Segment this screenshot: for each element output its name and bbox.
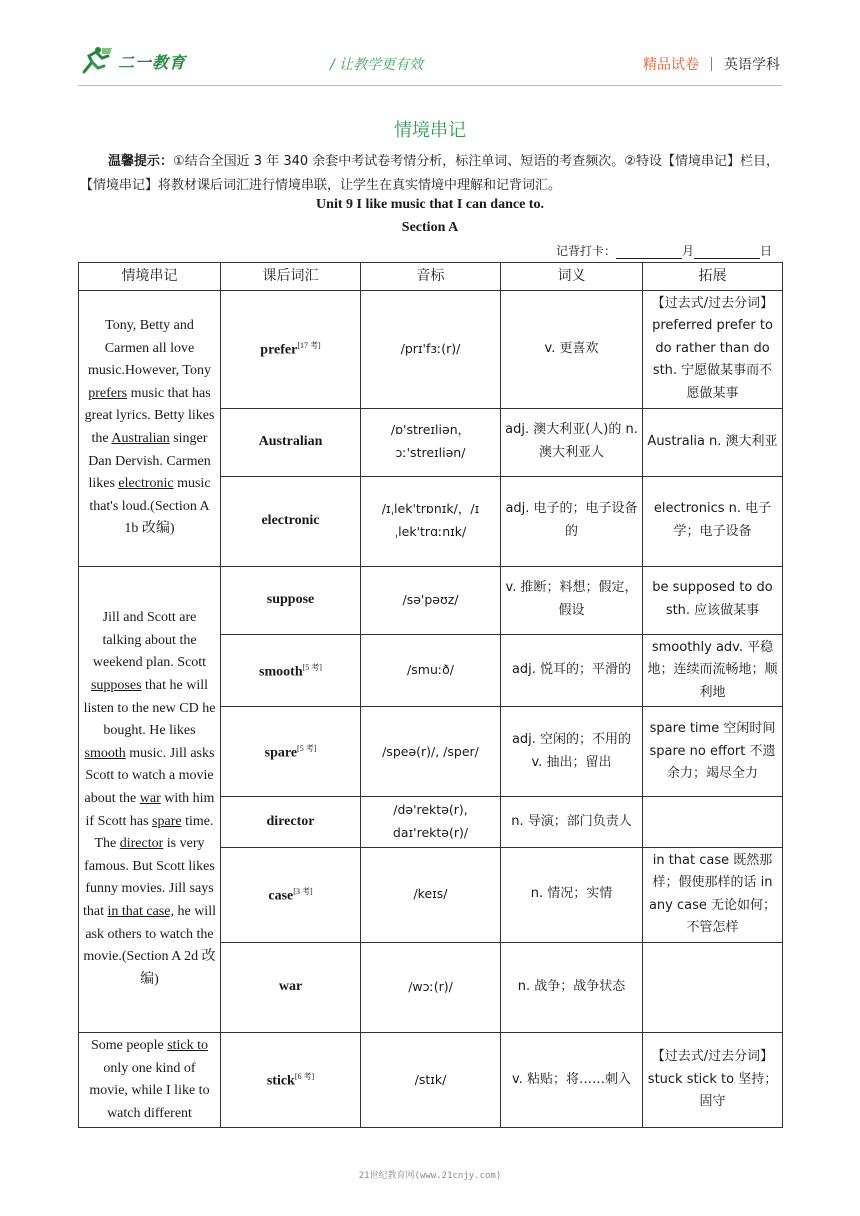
story-text: Jill and Scott are talking about the weekend plan. Scott <box>92 610 207 671</box>
extension-cell: electronics n. 电子学；电子设备 <box>643 476 783 566</box>
runner-logo-icon <box>80 46 114 76</box>
col-header: 拓展 <box>643 263 783 291</box>
frequency-mark: [17 考] <box>297 341 321 351</box>
col-header: 课后词汇 <box>221 263 361 291</box>
vocab-word: war <box>278 979 303 995</box>
vocab-word: prefer <box>260 343 298 359</box>
frequency-mark: [3 考] <box>293 887 313 897</box>
word-cell <box>221 707 361 797</box>
header-right <box>643 54 780 74</box>
story-text: music that has great lyrics. Betty likes the <box>84 385 215 447</box>
meaning-cell: adj. 电子的；电子设备的 <box>501 476 643 566</box>
month-blank[interactable] <box>616 246 682 259</box>
phonetic-cell: /stɪk/ <box>361 1032 501 1127</box>
meaning-cell: v. 推断；料想；假定，假设 <box>501 566 643 634</box>
tip-label: 温馨提示： <box>108 154 174 169</box>
subject-label: 英语学科 <box>724 57 780 73</box>
meaning-cell: adj. 空闲的；不用的 v. 抽出；留出 <box>501 707 643 797</box>
extension-cell: smoothly adv. 平稳地；连续而流畅地；顺利地 <box>643 634 783 707</box>
story-text: that he will listen to the new CD he bought. He likes <box>83 677 216 739</box>
meaning-cell: n. 战争；战争状态 <box>501 942 643 1032</box>
story-text: Tony, Betty and Carmen all love music.However, Tony <box>87 318 211 379</box>
logo <box>80 46 186 76</box>
table-row <box>79 566 783 634</box>
extension-cell <box>643 942 783 1032</box>
story-text: he will ask others to watch the movie.(Section A 2d 改编) <box>83 903 216 987</box>
story-text: is very famous. But Scott likes funny movies. Jill says that <box>83 836 215 919</box>
frequency-mark: [6 考] <box>294 1072 315 1082</box>
word-cell <box>221 797 361 847</box>
col-header: 音标 <box>361 263 501 291</box>
extension-cell <box>643 797 783 847</box>
story-text: Some people <box>90 1037 168 1053</box>
extension-cell: 【过去式/过去分词】preferred prefer to do rather than do sth. 宁愿做某事而不愿做某事 <box>643 290 783 408</box>
story-text: singer Dan Dervish. Carmen likes <box>88 431 211 492</box>
phonetic-cell: /wɔː(r)/ <box>361 942 501 1032</box>
highlighted-word: director <box>119 836 164 852</box>
word-cell <box>221 634 361 707</box>
frequency-mark: [5 考] <box>297 744 317 754</box>
story-text: music that's loud.(Section A 1b 改编) <box>89 476 211 537</box>
table-header-row <box>79 263 783 291</box>
day-blank[interactable] <box>694 246 760 259</box>
page-header <box>80 46 780 82</box>
phonetic-cell: /ɪˌlek'trɒnɪk/，/ɪˌlek'trɑːnɪk/ <box>361 476 501 566</box>
phonetic-cell: /prɪ'fɜː(r)/ <box>361 290 501 408</box>
table-row <box>79 290 783 408</box>
story-cell <box>79 566 221 1032</box>
tip-text: ①结合全国近 3 年 340 余套中考试卷考情分析，标注单词、短语的考查频次。②特设【情境串记】栏目，【情境串记】将教材课后词汇进行情境串联，让学生在真实情境中理解和记背词汇。 <box>80 154 779 193</box>
checkin-line <box>556 242 772 259</box>
story-text: with him if Scott has <box>85 790 215 829</box>
story-text: time. The <box>94 813 214 852</box>
highlighted-word: prefers <box>88 385 128 401</box>
highlighted-word: war <box>139 790 161 806</box>
vocab-word: spare <box>264 745 298 761</box>
meaning-cell: adj. 悦耳的；平滑的 <box>501 634 643 707</box>
highlighted-word: stick to <box>167 1037 209 1053</box>
highlighted-word: Australian <box>111 431 170 447</box>
vocab-word: stick <box>266 1074 295 1090</box>
phonetic-cell: /keɪs/ <box>361 847 501 942</box>
vocab-table <box>78 262 783 1128</box>
meaning-cell: v. 粘贴；将……刺入 <box>501 1032 643 1127</box>
phonetic-cell: /smuːð/ <box>361 634 501 707</box>
col-header: 情境串记 <box>79 263 221 291</box>
month-label: 月 <box>682 244 695 258</box>
page-title: 情境串记 <box>394 120 466 141</box>
meaning-cell: v. 更喜欢 <box>501 290 643 408</box>
story-text: music. Jill asks Scott to watch a movie about the <box>84 745 215 806</box>
checkin-label: 记背打卡： <box>556 244 617 258</box>
story-cell <box>79 1032 221 1127</box>
unit-heading: Unit 9 I like music that I can dance to. <box>316 197 544 212</box>
word-cell <box>221 942 361 1032</box>
highlighted-word: smooth <box>84 745 126 761</box>
story-cell <box>79 290 221 566</box>
header-divider <box>711 57 712 71</box>
meaning-cell: adj. 澳大利亚(人)的 n. 澳大利亚人 <box>501 408 643 476</box>
word-cell <box>221 476 361 566</box>
section-heading: Section A <box>401 220 459 235</box>
header-rule <box>78 85 782 86</box>
phonetic-cell: /ɒ'streɪliən，ɔː'streɪliən/ <box>361 408 501 476</box>
vocab-word: electronic <box>261 512 320 528</box>
page-footer: 21世纪教育网(www.21cnjy.com) <box>358 1171 502 1181</box>
word-cell <box>221 408 361 476</box>
highlighted-word: supposes <box>90 677 142 693</box>
logo-text: 二一教育 <box>118 52 187 72</box>
extension-cell: be supposed to do sth. 应该做某事 <box>643 566 783 634</box>
extension-cell: 【过去式/过去分词】stuck stick to 坚持；固守 <box>643 1032 783 1127</box>
slogan: / 让教学更有效 <box>330 57 424 73</box>
highlighted-word: in that case, <box>107 903 174 919</box>
phonetic-cell: /də'rektə(r), daɪ'rektə(r)/ <box>361 797 501 847</box>
word-cell <box>221 1032 361 1127</box>
phonetic-cell: /sə'pəʊz/ <box>361 566 501 634</box>
vocab-word: smooth <box>259 664 303 680</box>
tip-paragraph <box>80 150 782 198</box>
extension-cell: spare time 空闲时间 spare no effort 不遗余力；竭尽全力 <box>643 707 783 797</box>
vocab-word: suppose <box>266 591 315 607</box>
meaning-cell: n. 导演；部门负责人 <box>501 797 643 847</box>
meaning-cell: n. 情况；实情 <box>501 847 643 942</box>
highlighted-word: electronic <box>118 476 174 492</box>
story-text: only one kind of movie, while I like to watch different <box>89 1060 210 1121</box>
phonetic-cell: /speə(r)/, /sper/ <box>361 707 501 797</box>
extension-cell: Australia n. 澳大利亚 <box>643 408 783 476</box>
vocab-word: director <box>266 813 315 829</box>
word-cell <box>221 847 361 942</box>
vocab-word: case <box>268 888 294 904</box>
word-cell <box>221 290 361 408</box>
extension-cell: in that case 既然那样；假使那样的话 in any case 无论如何；不管怎样 <box>643 847 783 942</box>
highlighted-word: spare <box>152 813 182 829</box>
day-label: 日 <box>760 244 773 258</box>
badge-label: 精品试卷 <box>643 57 699 73</box>
frequency-mark: [5 考] <box>302 662 322 672</box>
vocab-word: Australian <box>258 433 323 449</box>
table-row <box>79 1032 783 1127</box>
col-header: 词义 <box>501 263 643 291</box>
word-cell <box>221 566 361 634</box>
